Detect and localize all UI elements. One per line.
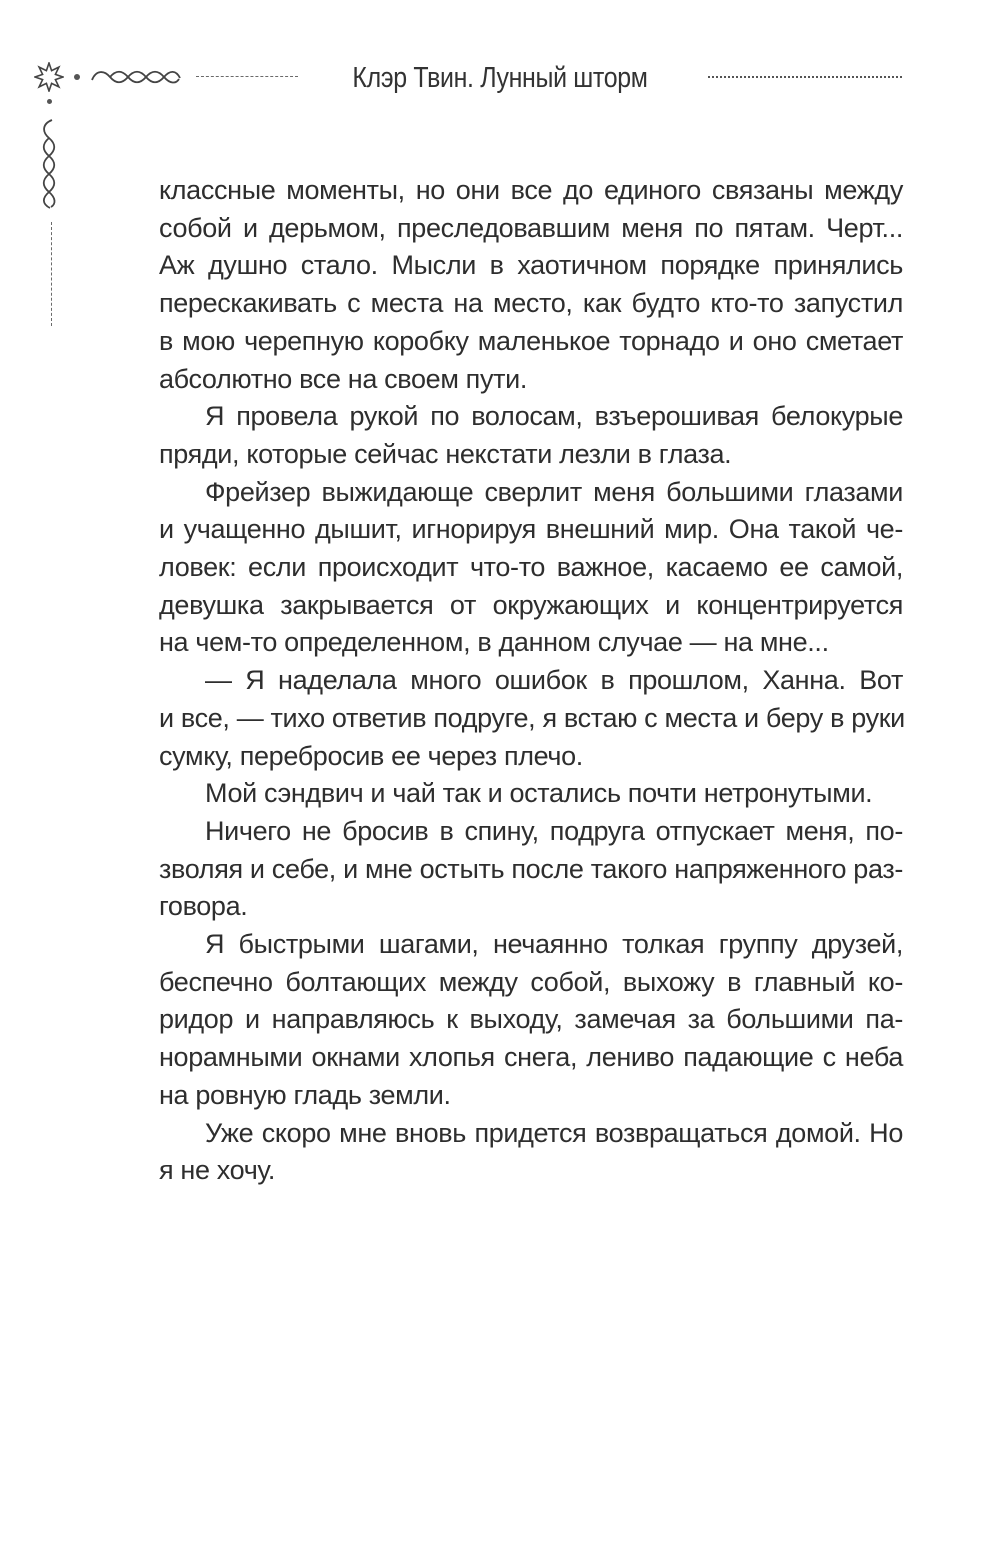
paragraph bbox=[113, 775, 903, 813]
header-rule-right bbox=[708, 76, 902, 78]
text-line: на ровную гладь земли. bbox=[159, 1079, 451, 1110]
text-line: абсолютно все на своем пути. bbox=[159, 363, 528, 394]
text-line: на чем-то определенном, в данном случае — на мне... bbox=[159, 627, 829, 658]
margin-rule-vertical bbox=[51, 222, 52, 326]
text-line: пряди, которые сейчас некстати лезли в глаза. bbox=[159, 438, 732, 469]
text-line: сумку, перебросив ее через плечо. bbox=[159, 740, 583, 771]
text-line: собой и дерьмом, преследовавшим меня по пятам. Черт... bbox=[159, 212, 903, 243]
text-line: зволяя и себе, и мне остыть после такого напряженного раз- bbox=[159, 853, 903, 884]
paragraph bbox=[113, 1115, 903, 1190]
paragraph bbox=[113, 474, 903, 663]
text-line: перескакивать с места на место, как будто кто-то запустил bbox=[159, 288, 903, 319]
text-line: я не хочу. bbox=[159, 1155, 276, 1186]
star-ornament-icon bbox=[34, 62, 64, 92]
text-line: норамными окнами хлопья снега, лениво падающие с неба bbox=[159, 1042, 903, 1073]
text-line: классные моменты, но они все до единого связаны между bbox=[159, 175, 903, 205]
text-line: — Я наделала много ошибок в прошлом, Ханна. Вот bbox=[205, 665, 903, 696]
running-title: Клэр Твин. Лунный шторм bbox=[352, 62, 648, 94]
dot-ornament-icon bbox=[47, 99, 52, 104]
text-line: Аж душно стало. Мысли в хаотичном порядке принялись bbox=[159, 250, 903, 281]
text-line: ловек: если происходит что-то важное, касаемо ее самой, bbox=[159, 552, 903, 583]
text-line: беспечно болтающих между собой, выхожу в главный ко- bbox=[159, 966, 903, 997]
text-line: ридор и направляюсь к выходу, замечая за большими па- bbox=[159, 1004, 903, 1035]
paragraph bbox=[113, 813, 903, 926]
text-line: и учащенно дышит, игнорируя внешний мир. Она такой че- bbox=[159, 514, 903, 545]
text-line: Я провела рукой по волосам, взъерошивая белокурые bbox=[205, 401, 903, 432]
text-line: девушка закрывается от окружающих и концентрируется bbox=[159, 589, 903, 620]
body-text bbox=[113, 172, 903, 1190]
text-line: Ничего не бросив в спину, подруга отпускает меня, по- bbox=[205, 815, 903, 846]
text-line: Я быстрыми шагами, нечаянно толкая группу друзей, bbox=[205, 929, 903, 960]
text-line: Мой сэндвич и чай так и остались почти нетронутыми. bbox=[205, 778, 873, 809]
text-line: и все, — тихо ответив подруге, я встаю с места и беру в руки bbox=[159, 702, 905, 733]
text-line: в мою черепную коробку маленькое торнадо и оно сметает bbox=[159, 325, 903, 356]
text-line: говора. bbox=[159, 891, 248, 922]
paragraph bbox=[113, 662, 903, 775]
text-line: Фрейзер выжидающе сверлит меня большими глазами bbox=[205, 476, 903, 507]
paragraph bbox=[113, 172, 903, 398]
rope-ornament-vertical-icon bbox=[38, 118, 60, 210]
paragraph bbox=[113, 926, 903, 1115]
paragraph bbox=[113, 398, 903, 473]
text-line: Уже скоро мне вновь придется возвращаться домой. Но bbox=[205, 1117, 903, 1148]
